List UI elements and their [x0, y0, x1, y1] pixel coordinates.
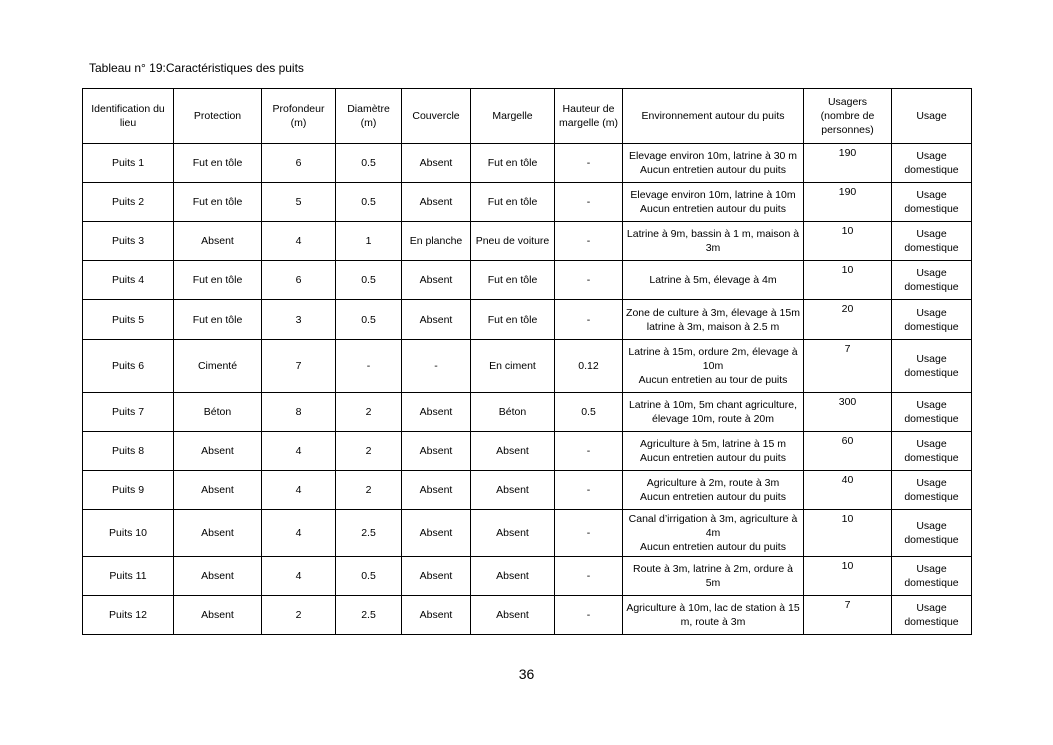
- table-cell: [623, 144, 804, 183]
- header-hauteur-margelle: Hauteur de margelle (m): [555, 89, 623, 144]
- table-cell: 4: [262, 510, 336, 557]
- table-cell: 0.5: [336, 183, 402, 222]
- table-cell: Fut en tôle: [471, 300, 555, 340]
- table-cell: Usage domestique: [892, 261, 972, 300]
- table-cell: -: [555, 596, 623, 635]
- table-cell: 4: [262, 557, 336, 596]
- cell-line: Agriculture à 2m, route à 3m: [646, 477, 780, 489]
- table-cell: 7: [804, 596, 892, 635]
- table-cell: Absent: [402, 261, 471, 300]
- table-cell: 2: [262, 596, 336, 635]
- table-cell: Usage domestique: [892, 222, 972, 261]
- table-cell: 7: [262, 340, 336, 393]
- table-cell: -: [402, 340, 471, 393]
- header-margelle: Margelle: [471, 89, 555, 144]
- cell-line: Agriculture à 10m, lac de station à 15 m, route à 3m: [626, 602, 800, 628]
- table-cell: 10: [804, 222, 892, 261]
- table-row: [83, 144, 972, 183]
- table-cell: Puits 11: [83, 557, 174, 596]
- table-cell: [623, 340, 804, 393]
- cell-line: Agriculture à 5m, latrine à 15 m: [640, 438, 786, 450]
- table-cell: 2: [336, 393, 402, 432]
- table-cell: [623, 596, 804, 635]
- table-cell: Usage domestique: [892, 144, 972, 183]
- table-cell: 4: [262, 432, 336, 471]
- table-cell: Usage domestique: [892, 340, 972, 393]
- table-cell: Absent: [402, 144, 471, 183]
- table-cell: 10: [804, 261, 892, 300]
- table-cell: 20: [804, 300, 892, 340]
- table-cell: Absent: [402, 596, 471, 635]
- table-cell: Puits 2: [83, 183, 174, 222]
- table-cell: 300: [804, 393, 892, 432]
- table-cell: 0.5: [336, 144, 402, 183]
- table-cell: 0.12: [555, 340, 623, 393]
- table-cell: 190: [804, 144, 892, 183]
- header-profondeur: Profondeur (m): [262, 89, 336, 144]
- cell-line: Aucun entretien autour du puits: [640, 491, 786, 503]
- header-couvercle: Couvercle: [402, 89, 471, 144]
- table-cell: Absent: [174, 596, 262, 635]
- table-cell: -: [555, 300, 623, 340]
- table-cell: Puits 10: [83, 510, 174, 557]
- table-cell: Usage domestique: [892, 596, 972, 635]
- table-cell: Cimenté: [174, 340, 262, 393]
- table-cell: Absent: [471, 432, 555, 471]
- table-cell: -: [555, 471, 623, 510]
- cell-line: Canal d’irrigation à 3m, agriculture à 4m: [628, 513, 798, 539]
- table-cell: 60: [804, 432, 892, 471]
- table-cell: Usage domestique: [892, 557, 972, 596]
- table-cell: Puits 4: [83, 261, 174, 300]
- table-caption: Tableau n° 19:Caractéristiques des puits: [89, 61, 304, 75]
- header-identification: Identification du lieu: [83, 89, 174, 144]
- table-cell: Puits 7: [83, 393, 174, 432]
- table-cell: Absent: [471, 471, 555, 510]
- table-cell: En planche: [402, 222, 471, 261]
- header-protection: Protection: [174, 89, 262, 144]
- table-cell: Usage domestique: [892, 300, 972, 340]
- table-cell: [623, 510, 804, 557]
- header-usagers: Usagers (nombre de personnes): [804, 89, 892, 144]
- cell-line: Latrine à 15m, ordure 2m, élevage à 10m: [628, 346, 798, 372]
- table-cell: Usage domestique: [892, 432, 972, 471]
- table-cell: [623, 557, 804, 596]
- table-cell: Puits 9: [83, 471, 174, 510]
- table-cell: Absent: [174, 471, 262, 510]
- table-cell: Absent: [402, 557, 471, 596]
- table-cell: Fut en tôle: [471, 261, 555, 300]
- table-cell: En ciment: [471, 340, 555, 393]
- table-row: [83, 432, 972, 471]
- table-cell: [623, 222, 804, 261]
- table-cell: Puits 5: [83, 300, 174, 340]
- table-cell: 3: [262, 300, 336, 340]
- header-usage: Usage: [892, 89, 972, 144]
- table-row: [83, 340, 972, 393]
- table-cell: 10: [804, 510, 892, 557]
- table-cell: Absent: [471, 596, 555, 635]
- table-cell: Absent: [174, 557, 262, 596]
- table-cell: Puits 3: [83, 222, 174, 261]
- header-row: [83, 89, 972, 144]
- table-cell: Fut en tôle: [174, 183, 262, 222]
- table-cell: [623, 183, 804, 222]
- table-cell: 0.5: [336, 557, 402, 596]
- table-cell: 10: [804, 557, 892, 596]
- cell-line: Aucun entretien autour du puits: [640, 452, 786, 464]
- table-row: [83, 471, 972, 510]
- cell-line: Aucun entretien autour du puits: [640, 203, 786, 215]
- cell-line: Route à 3m, latrine à 2m, ordure à 5m: [633, 563, 793, 589]
- table-cell: Fut en tôle: [174, 261, 262, 300]
- table-cell: Usage domestique: [892, 393, 972, 432]
- table-cell: [623, 300, 804, 340]
- table-cell: Absent: [174, 432, 262, 471]
- table-cell: Puits 1: [83, 144, 174, 183]
- table-cell: Usage domestique: [892, 471, 972, 510]
- table-cell: Absent: [402, 183, 471, 222]
- table-cell: -: [555, 144, 623, 183]
- table-cell: Puits 6: [83, 340, 174, 393]
- table-cell: 8: [262, 393, 336, 432]
- table-cell: [623, 432, 804, 471]
- table-cell: Fut en tôle: [174, 300, 262, 340]
- table-cell: Fut en tôle: [174, 144, 262, 183]
- table-row: [83, 183, 972, 222]
- table-cell: Puits 12: [83, 596, 174, 635]
- cell-line: Elevage environ 10m, latrine à 30 m: [628, 150, 798, 162]
- table-cell: Usage domestique: [892, 183, 972, 222]
- table-cell: Absent: [174, 222, 262, 261]
- table-cell: Absent: [402, 393, 471, 432]
- table-cell: 1: [336, 222, 402, 261]
- header-environnement: Environnement autour du puits: [623, 89, 804, 144]
- cell-line: Latrine à 9m, bassin à 1 m, maison à 3m: [626, 228, 800, 254]
- table-row: [83, 510, 972, 557]
- table-cell: 0.5: [336, 261, 402, 300]
- cell-line: Elevage environ 10m, latrine à 10m: [630, 189, 796, 201]
- table-cell: -: [555, 261, 623, 300]
- table-cell: -: [555, 510, 623, 557]
- table-cell: -: [555, 432, 623, 471]
- table-cell: 2.5: [336, 510, 402, 557]
- table-cell: Absent: [471, 510, 555, 557]
- header-diametre: Diamètre (m): [336, 89, 402, 144]
- table-cell: [623, 393, 804, 432]
- table-row: [83, 300, 972, 340]
- table-cell: [623, 471, 804, 510]
- table-cell: -: [555, 557, 623, 596]
- table-cell: 6: [262, 261, 336, 300]
- cell-line: Latrine à 5m, élevage à 4m: [649, 274, 777, 286]
- table-cell: 2: [336, 432, 402, 471]
- table-row: [83, 261, 972, 300]
- table-cell: 0.5: [336, 300, 402, 340]
- table-cell: Absent: [402, 432, 471, 471]
- table-row: [83, 596, 972, 635]
- table-cell: Fut en tôle: [471, 144, 555, 183]
- cell-line: Aucun entretien autour du puits: [640, 541, 786, 553]
- table-row: [83, 222, 972, 261]
- table-cell: 40: [804, 471, 892, 510]
- cell-line: Latrine à 10m, 5m chant agriculture, élevage 10m, route à 20m: [628, 399, 798, 425]
- table-cell: 190: [804, 183, 892, 222]
- table-cell: Fut en tôle: [471, 183, 555, 222]
- table-cell: 7: [804, 340, 892, 393]
- table-cell: Puits 8: [83, 432, 174, 471]
- table-cell: 0.5: [555, 393, 623, 432]
- cell-line: Aucun entretien au tour de puits: [638, 374, 788, 386]
- table-cell: Absent: [402, 510, 471, 557]
- table-cell: 2.5: [336, 596, 402, 635]
- table-cell: [623, 261, 804, 300]
- table-cell: Absent: [402, 300, 471, 340]
- table-cell: Absent: [471, 557, 555, 596]
- table-cell: -: [555, 183, 623, 222]
- table-cell: Béton: [471, 393, 555, 432]
- wells-table: [82, 88, 972, 635]
- table-row: [83, 557, 972, 596]
- table-cell: 6: [262, 144, 336, 183]
- table-cell: 4: [262, 222, 336, 261]
- page-number: 36: [518, 666, 535, 682]
- table-row: [83, 393, 972, 432]
- table-cell: Absent: [174, 510, 262, 557]
- table-cell: -: [555, 222, 623, 261]
- table-cell: Usage domestique: [892, 510, 972, 557]
- table-cell: Absent: [402, 471, 471, 510]
- table-cell: 2: [336, 471, 402, 510]
- table-cell: Pneu de voiture: [471, 222, 555, 261]
- cell-line: Zone de culture à 3m, élevage à 15m latrine à 3m, maison à 2.5 m: [626, 306, 800, 333]
- table-cell: 5: [262, 183, 336, 222]
- table-cell: 4: [262, 471, 336, 510]
- table-cell: -: [336, 340, 402, 393]
- table-cell: Béton: [174, 393, 262, 432]
- cell-line: Aucun entretien autour du puits: [640, 164, 786, 176]
